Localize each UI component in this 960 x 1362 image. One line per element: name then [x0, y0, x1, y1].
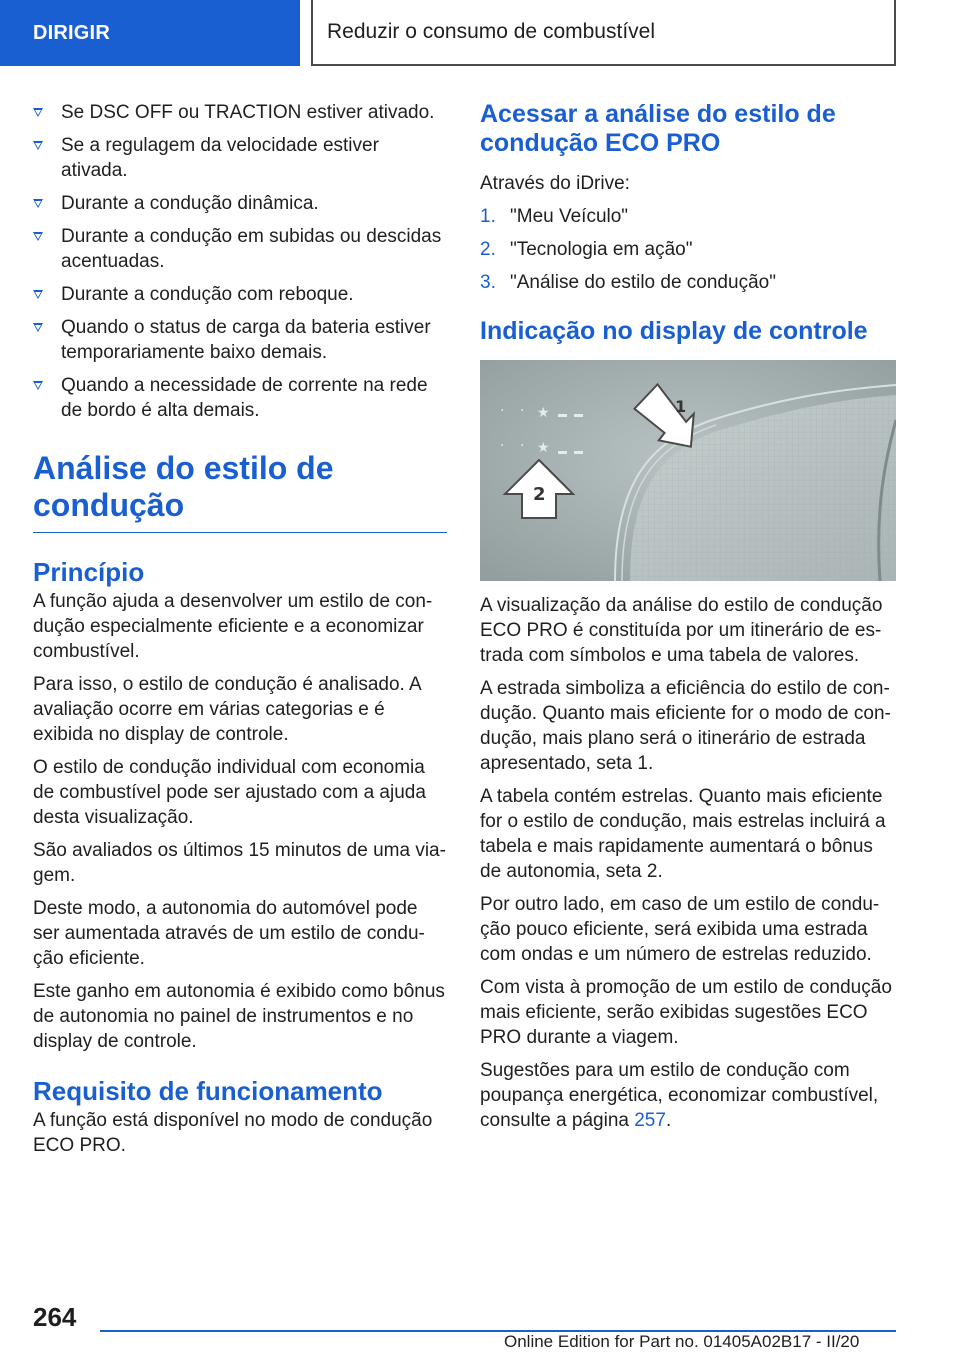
- acessar-heading: Acessar a análise do estilo de condução ECO PRO: [480, 100, 836, 157]
- list-item: Quando o status de carga da bateria estiver temporariamente baixo demais.: [33, 315, 447, 365]
- header-section-tab: DIRIGIR: [0, 0, 300, 66]
- paragraph: A função ajuda a desenvolver um estilo de con-dução especialmente eficiente e a economizar combustível.: [33, 591, 433, 662]
- triangle-bullet-icon: [33, 199, 43, 208]
- left-column: [33, 100, 447, 1166]
- list-item: 2. "Tecnologia em ação": [480, 239, 693, 260]
- eco-pro-display-figure: [480, 360, 896, 581]
- svg-text:★: ★: [537, 405, 550, 421]
- paragraph: A função está disponível no modo de condução ECO PRO.: [33, 1110, 433, 1156]
- principio-heading: Princípio: [33, 557, 145, 587]
- svg-text:·: ·: [520, 403, 525, 419]
- page-number: 264: [33, 1302, 77, 1332]
- arrow-2-label: 2: [533, 484, 546, 505]
- requisito-heading: Requisito de funcionamento: [33, 1076, 383, 1106]
- arrow-1-label: 1: [675, 397, 687, 416]
- triangle-bullet-icon: [33, 141, 43, 150]
- eco-pro-road-illustration: [480, 360, 896, 581]
- paragraph: A estrada simboliza a eficiência do estilo de con-dução. Quanto mais eficiente for o modo de con-dução, mais plano será o itinerário de estrada apresentado, seta 1.: [480, 678, 891, 774]
- footer-edition: Online Edition for Part no. 01405A02B17 - II/20: [504, 1332, 860, 1351]
- list-item: Durante a condução dinâmica.: [33, 191, 447, 216]
- paragraph: Sugestões para um estilo de condução com poupança energética, economizar combustível, consulte a página 257.: [480, 1060, 879, 1131]
- paragraph: A tabela contém estrelas. Quanto mais eficiente for o estilo de condução, mais estrelas incluirá a tabela e mais rapidamente aumentará o bônus de autonomia, seta 2.: [480, 786, 886, 882]
- list-item: Se a regulagem da velocidade estiver ativada.: [33, 133, 447, 183]
- paragraph: Deste modo, a autonomia do automóvel pode ser aumentada através de um estilo de condu-ção eficiente.: [33, 898, 425, 969]
- svg-text:·: ·: [500, 438, 505, 454]
- triangle-bullet-icon: [33, 232, 43, 241]
- list-item: Se DSC OFF ou TRACTION estiver ativado.: [33, 100, 447, 125]
- paragraph: Com vista à promoção de um estilo de condução mais eficiente, serão exibidas sugestões ECO PRO durante a viagem.: [480, 977, 892, 1048]
- list-item: Durante a condução com reboque.: [33, 282, 447, 307]
- paragraph: Através do iDrive:: [480, 173, 630, 194]
- idrive-steps: [480, 204, 896, 295]
- triangle-bullet-icon: [33, 290, 43, 299]
- condition-list: [33, 100, 447, 423]
- svg-text:·: ·: [500, 403, 505, 419]
- svg-text:★: ★: [537, 440, 550, 456]
- section-title: Análise do estilo de condução: [33, 450, 447, 533]
- page-reference-link[interactable]: 257: [634, 1110, 666, 1131]
- paragraph: O estilo de condução individual com economia de combustível pode ser ajustado com a ajuda desta visualização.: [33, 757, 426, 828]
- indicacao-heading: Indicação no display de controle: [480, 317, 868, 345]
- triangle-bullet-icon: [33, 381, 43, 390]
- paragraph: Este ganho em autonomia é exibido como bônus de autonomia no painel de instrumentos e no display de controle.: [33, 981, 445, 1052]
- triangle-bullet-icon: [33, 108, 43, 117]
- svg-text:·: ·: [520, 438, 525, 454]
- triangle-bullet-icon: [33, 323, 43, 332]
- paragraph: São avaliados os últimos 15 minutos de uma via-gem.: [33, 840, 446, 886]
- list-item: Quando a necessidade de corrente na rede de bordo é alta demais.: [33, 373, 447, 423]
- list-item: 3. "Análise do estilo de condução": [480, 272, 776, 293]
- paragraph: Para isso, o estilo de condução é analisado. A avaliação ocorre em várias categorias e é exibida no display de controle.: [33, 674, 421, 745]
- paragraph: A visualização da análise do estilo de condução ECO PRO é constituída por um itinerário de es-trada com símbolos e uma tabela de valores.: [480, 595, 883, 666]
- list-item: 1. "Meu Veículo": [480, 206, 629, 227]
- list-item: Durante a condução em subidas ou descidas acentuadas.: [33, 224, 447, 274]
- right-column: [480, 100, 896, 1141]
- paragraph: Por outro lado, em caso de um estilo de condu-ção pouco eficiente, será exibida uma estrada com ondas e um número de estrelas reduzido.: [480, 894, 880, 965]
- header-chapter-title: Reduzir o consumo de combustível: [311, 0, 896, 66]
